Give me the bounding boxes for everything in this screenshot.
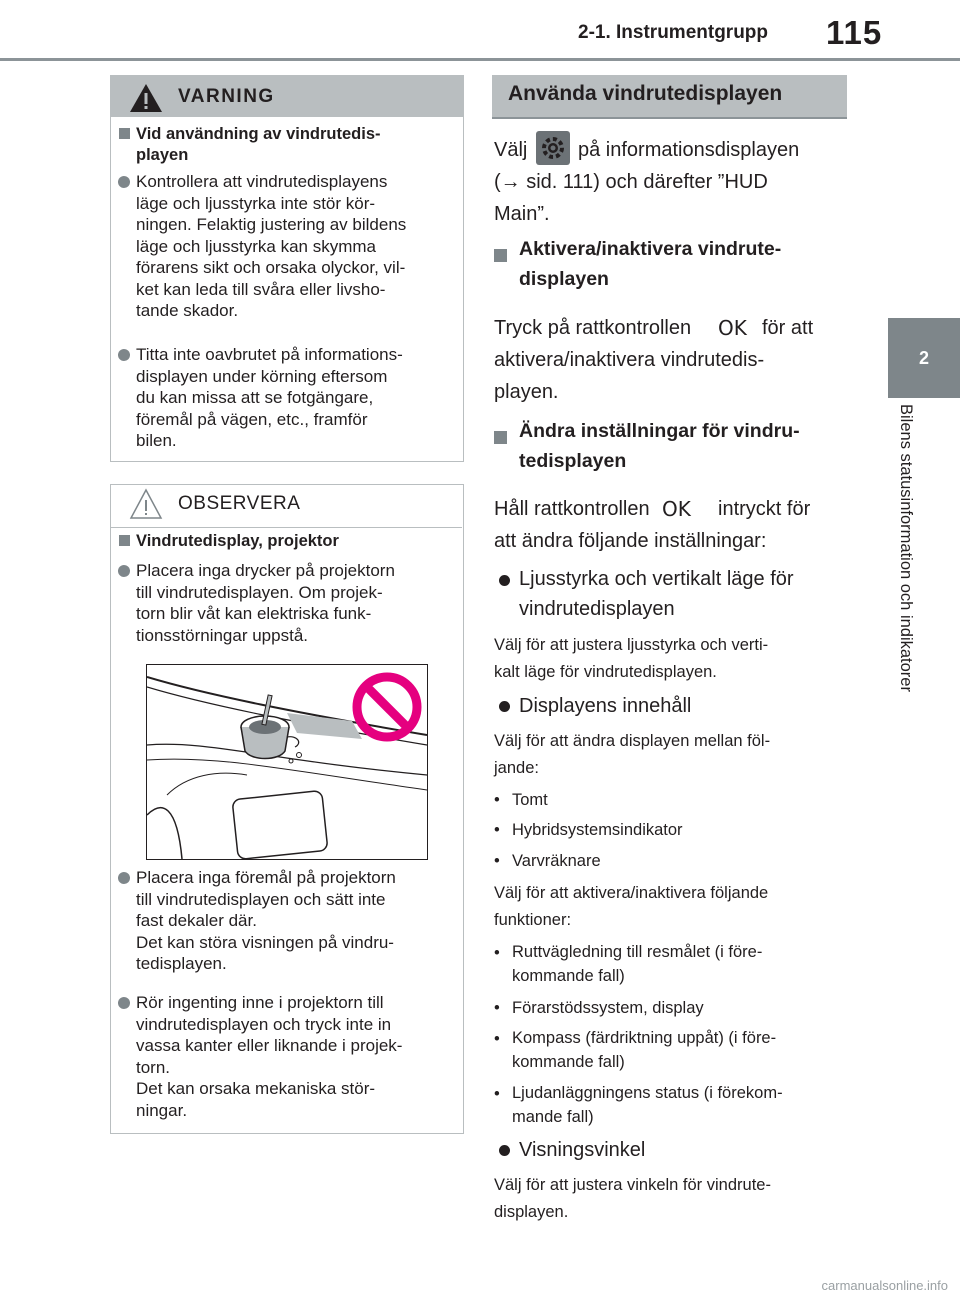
warning-title: VARNING: [178, 86, 275, 107]
list-item: Kompass (färdriktning uppåt) (i före- kommande fall): [512, 1029, 777, 1071]
square-bullet-icon: [494, 431, 507, 444]
dashboard-drawing: [147, 665, 427, 859]
subheading-toggle: Aktivera/inaktivera vindrute- displayen: [519, 238, 782, 290]
list-bullet: •: [494, 1030, 500, 1048]
chapter-title: Bilens statusinformation och indikatorer: [897, 404, 915, 692]
list-item: Tomt: [512, 791, 548, 809]
round-bullet-icon: [118, 565, 130, 577]
ok-button-symbol: OK: [718, 316, 747, 340]
notice-item: Placera inga föremål på projektorn till vindrutedisplayen och sätt inte fast dekaler där. Det kan störa visningen på vindru- tedisplayen.: [136, 868, 396, 973]
setting-item-brightness: Ljusstyrka och vertikalt läge för vindrutedisplayen: [519, 568, 794, 620]
paragraph: att ändra följande inställningar:: [494, 530, 767, 552]
round-bullet-icon: [118, 349, 130, 361]
subheading-settings: Ändra inställningar för vindru- tedisplayen: [519, 420, 800, 472]
list-item: Varvräknare: [512, 852, 601, 870]
paragraph: intryckt för: [718, 498, 811, 520]
list-bullet: •: [494, 821, 500, 839]
projector-illustration: [146, 664, 428, 860]
section-title: Använda vindrutedisplayen: [508, 82, 783, 105]
list-bullet: •: [494, 999, 500, 1017]
paragraph: för att: [762, 317, 814, 339]
round-bullet-icon: [118, 997, 130, 1009]
round-bullet-icon: [118, 176, 130, 188]
list-item: Hybridsystemsindikator: [512, 821, 683, 839]
warning-triangle-icon: [129, 83, 163, 113]
setting-item-angle: Visningsvinkel: [519, 1139, 646, 1161]
square-bullet-icon: [119, 535, 130, 546]
setting-description: Välj för att ändra displayen mellan föl- jande:: [494, 732, 771, 777]
warning-item: Kontrollera att vindrutedisplayens läge och ljusstyrka inte stör kör- ningen. Felaktig justering av bildens läge och ljusstyrka kan skymma förarens sikt och orsaka olyckor, vil- ket kan leda till svåra eller livsho- tande skador.: [136, 172, 407, 320]
list-item: Förarstödssystem, display: [512, 999, 704, 1017]
square-bullet-icon: [119, 128, 130, 139]
section-rule: [492, 117, 847, 119]
notice-rule: [111, 527, 462, 528]
chapter-tab: 2: [888, 318, 960, 398]
section-header: 2-1. Instrumentgrupp: [578, 22, 769, 43]
list-bullet: •: [494, 852, 500, 870]
list-item: Ljudanläggningens status (i förekom- mande fall): [512, 1084, 783, 1126]
intro-text: Välj: [494, 139, 528, 161]
warning-subheading: Vid användning av vindrutedis- playen: [136, 125, 381, 164]
notice-item: Rör ingenting inne i projektorn till vindrutedisplayen och tryck inte in vassa kanter eller liknande i projek- torn. Det kan orsaka mekaniska stör- ningar.: [136, 993, 403, 1120]
intro-text: på informationsdisplayen: [578, 139, 800, 161]
bullet-dot-icon: [499, 701, 510, 712]
setting-description: Välj för att justera ljusstyrka och verti- kalt läge för vindrutedisplayen.: [494, 636, 769, 681]
round-bullet-icon: [118, 872, 130, 884]
list-bullet: •: [494, 791, 500, 809]
list-bullet: •: [494, 944, 500, 962]
setting-item-content: Displayens innehåll: [519, 695, 692, 717]
notice-title: OBSERVERA: [178, 493, 301, 514]
square-bullet-icon: [494, 249, 507, 262]
paragraph: aktivera/inaktivera vindrutedis- playen.: [494, 349, 765, 403]
page-number: 115: [826, 14, 883, 51]
bullet-dot-icon: [499, 1145, 510, 1156]
list-item: Ruttvägledning till resmålet (i före- kommande fall): [512, 943, 763, 985]
ok-button-symbol: OK: [662, 497, 691, 521]
bullet-dot-icon: [499, 575, 510, 586]
list-bullet: •: [494, 1085, 500, 1103]
notice-subheading: Vindrutedisplay, projektor: [136, 532, 339, 550]
paragraph: Håll rattkontrollen: [494, 498, 650, 520]
paragraph: Tryck på rattkontrollen: [494, 317, 692, 339]
settings-gear-icon: [536, 131, 570, 165]
warning-item: Titta inte oavbrutet på informations- displayen under körning eftersom du kan missa att se fotgängare, föremål på vägen, etc., framför bilen.: [136, 345, 403, 450]
watermark: carmanualsonline.info: [821, 1278, 948, 1293]
caution-triangle-icon: [129, 488, 163, 520]
setting-description: Välj för att aktivera/inaktivera följande funktioner:: [494, 884, 769, 929]
header-rule: [0, 58, 960, 61]
notice-item: Placera inga drycker på projektorn till vindrutedisplayen. Om projek- torn blir våt kan elektriska funk- tionsstörningar uppstå.: [136, 561, 395, 645]
intro-text: (→ sid. 111) och därefter ”HUD Main”.: [494, 171, 768, 225]
setting-description: Välj för att justera vinkeln för vindrute- displayen.: [494, 1176, 771, 1221]
